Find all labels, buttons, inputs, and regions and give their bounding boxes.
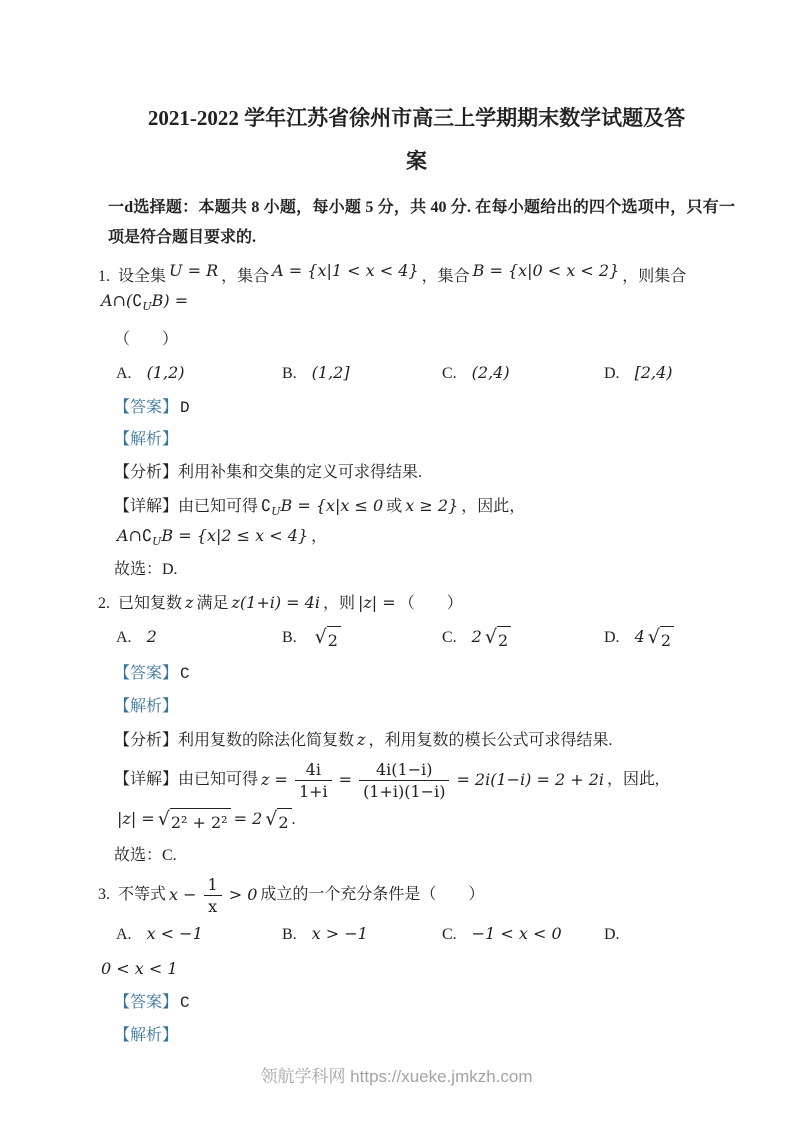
- q2-text-1: 已知复数: [118, 594, 183, 612]
- q1-xj-text-1: 由已知可得: [178, 498, 259, 516]
- option-value: x < −1: [146, 924, 203, 944]
- question-3: [98, 875, 735, 1051]
- fenxi-label: 【分析】: [114, 732, 179, 749]
- question-2-answer-line: [98, 660, 735, 689]
- q2-math-modulus: |z| =: [357, 592, 396, 612]
- watermark-footer: 领航学科网 https://xueke.jmkzh.com: [260, 1067, 533, 1086]
- q3-text-1: 不等式: [118, 886, 167, 904]
- denominator: x: [204, 895, 222, 916]
- intersection-complement: A∩∁: [117, 526, 153, 546]
- radical-sign: √: [484, 625, 497, 648]
- question-1-options: [98, 359, 735, 389]
- q3-text-2: 成立的一个充分条件是（ ）: [260, 886, 485, 904]
- question-1-fenxi-line: [98, 459, 735, 488]
- question-1-jiexi-line: [98, 426, 735, 455]
- q1-math-set-b: B = {x|0 < x < 2}: [472, 261, 620, 281]
- question-1-option-a: [116, 359, 282, 389]
- question-2-options: [98, 623, 735, 656]
- q2-text-3: ，则: [322, 594, 355, 612]
- radicand: 2: [327, 626, 341, 656]
- fenxi-label: 【分析】: [114, 464, 179, 482]
- q2-xj-math-result: = 2i(1−i) = 2 + 2i: [456, 770, 605, 790]
- section-instructions: 一d选择题：本题共 8 小题，每小题 5 分，共 40 分. 在每小题给出的四个选项中，只有一项是符合题目要求的.: [108, 199, 735, 246]
- question-2-xiangjie-line: [98, 760, 735, 801]
- sqrt-expression: [315, 626, 341, 656]
- q1-xj-text-4: ，: [311, 528, 328, 546]
- radical-sign: √: [647, 625, 660, 648]
- q2-paren: （ ）: [398, 594, 463, 612]
- title-line-1: 2021-2022 学年江苏省徐州市高三上学期期末数学试题及答: [147, 106, 686, 130]
- sqrt-expression: [265, 808, 291, 838]
- xiangjie-label: 【详解】: [114, 498, 179, 516]
- question-3-options: [98, 920, 735, 950]
- equals-sign: =: [338, 770, 353, 790]
- option-value: x > −1: [311, 924, 368, 944]
- question-2-option-d: [604, 623, 735, 656]
- jiexi-label: 【解析】: [114, 1026, 179, 1044]
- fraction-1: [295, 760, 332, 801]
- question-3-number: 3.: [98, 886, 110, 904]
- question-3-option-d: [604, 920, 735, 950]
- q1-text-3: ，集合: [421, 268, 470, 286]
- question-3-answer-line: [98, 989, 735, 1018]
- option-value: (2,4): [471, 362, 510, 382]
- q1-text-4: ，则集合: [622, 268, 687, 286]
- question-3-option-d-value: [98, 955, 735, 985]
- option-label: C.: [442, 926, 457, 944]
- question-1-answer-line: [98, 394, 735, 423]
- q2-xj-math-z-eq: z =: [261, 770, 288, 790]
- q1-xj-text-3: ，因此，: [461, 498, 526, 516]
- question-1-number: 1.: [98, 268, 110, 286]
- question-2-conclusion: 故选：C.: [114, 846, 177, 864]
- option-value: −1 < x < 0: [471, 924, 562, 944]
- option-label: B.: [282, 628, 297, 646]
- radicand: 2: [497, 626, 511, 656]
- question-1-option-c: [442, 359, 604, 389]
- option-label: A.: [116, 364, 132, 382]
- sqrt-expression: [648, 626, 674, 656]
- fenxi-text: 利用补集和交集的定义可求得结果.: [178, 464, 423, 482]
- q1-xj-math-2: x ≥ 2}: [405, 496, 459, 516]
- q1-math-complement-open: A∩(∁: [101, 291, 143, 311]
- option-label: B.: [282, 926, 297, 944]
- option-label: B.: [282, 364, 297, 382]
- option-label: C.: [442, 628, 457, 646]
- q1-xj-text-2: 或: [386, 498, 403, 516]
- option-label: D.: [604, 628, 620, 646]
- modulus-lhs: |z| =: [117, 809, 155, 829]
- answer-label: 【答案】: [114, 398, 179, 416]
- question-1-paren: （ ）: [114, 331, 179, 349]
- title-line-2: 案: [406, 149, 427, 174]
- question-2-option-b: [282, 623, 442, 656]
- q1-text-2: ，集合: [221, 268, 270, 286]
- question-3-option-c: [442, 920, 604, 950]
- radicand: 2: [277, 808, 291, 838]
- answer-letter: C: [180, 993, 190, 1012]
- question-3-option-a: [116, 920, 282, 950]
- q3-math-gt-zero: > 0: [228, 885, 258, 905]
- radical-sign: √: [265, 808, 278, 831]
- jiexi-label: 【解析】: [114, 698, 179, 716]
- q1-math-complement-close: B) =: [151, 291, 189, 311]
- q2-math-equation: z(1+i) = 4i: [231, 592, 320, 612]
- option-label: D.: [604, 364, 620, 382]
- sqrt-expression: [158, 808, 231, 838]
- question-1-option-d: [604, 359, 735, 389]
- option-value: (1,2): [146, 362, 185, 382]
- q2-text-2: 满足: [196, 594, 229, 612]
- radical-sign: √: [314, 625, 327, 648]
- question-1-stem: [98, 258, 735, 322]
- question-2: [98, 589, 735, 871]
- fenxi-text: 利用复数的除法化简复数: [178, 732, 355, 749]
- set-expression: B = {x|x ≤ 0: [280, 496, 384, 516]
- question-2-number: 2.: [98, 594, 110, 612]
- jiexi-label: 【解析】: [114, 431, 179, 449]
- answer-label: 【答案】: [114, 665, 179, 683]
- option-value: 4: [634, 626, 645, 646]
- fraction: [204, 875, 222, 916]
- question-3-jiexi-line: [98, 1022, 735, 1051]
- q1-text-1: 设全集: [118, 268, 167, 286]
- option-label: A.: [116, 926, 132, 944]
- fenxi-math-z: z: [357, 730, 366, 749]
- q1-math-intersection: [101, 287, 188, 317]
- radicand: 2² + 2²: [170, 808, 231, 838]
- question-2-option-a: [116, 623, 282, 653]
- answer-letter: C: [180, 665, 190, 684]
- question-2-modulus-line: [98, 805, 735, 838]
- question-2-jiexi-line: [98, 693, 735, 722]
- page-title: [98, 97, 735, 183]
- option-value: (1,2]: [311, 362, 350, 382]
- complement-subscript: U: [271, 505, 281, 519]
- q1-xj-math-1: [261, 496, 384, 519]
- period: .: [291, 811, 296, 829]
- sqrt-expression: [485, 626, 511, 656]
- question-1-conclusion: 故选：D.: [114, 561, 178, 579]
- q2-xj-text-2: ，因此,: [607, 771, 660, 789]
- q2-xj-text-1: 由已知可得: [178, 771, 259, 789]
- numerator: 4i(1−i): [376, 759, 433, 779]
- q1-math-set-a: A = {x|1 < x < 4}: [272, 261, 419, 281]
- xiangjie-label: 【详解】: [114, 771, 179, 789]
- option-value: 2: [146, 626, 157, 646]
- answer-label: 【答案】: [114, 993, 179, 1011]
- radical-sign: √: [157, 808, 170, 831]
- modulus-equals: = 2: [233, 809, 263, 829]
- option-d-overflow-value: 0 < x < 1: [101, 958, 178, 978]
- question-2-stem: [98, 589, 735, 619]
- q1-complement-subscript: U: [142, 300, 152, 314]
- q1-xj-math-3: [117, 526, 309, 549]
- numerator: 1: [207, 874, 218, 894]
- question-1-xiangjie-line: [98, 492, 735, 552]
- question-3-stem: [98, 875, 735, 916]
- denominator: 1+i: [295, 780, 332, 801]
- complement-symbol: ∁: [261, 496, 272, 516]
- radicand: 2: [660, 626, 674, 656]
- question-2-option-c: [442, 623, 604, 656]
- set-expression: B = {x|2 ≤ x < 4}: [161, 526, 309, 546]
- option-label: A.: [116, 628, 132, 646]
- q1-math-universe: U = R: [169, 261, 219, 281]
- denominator: (1+i)(1−i): [359, 780, 449, 801]
- answer-letter: D: [180, 398, 190, 417]
- option-label: C.: [442, 364, 457, 382]
- q2-math-z: z: [185, 592, 194, 612]
- fraction-2: [359, 760, 449, 801]
- option-label: D.: [604, 926, 620, 944]
- q3-math-x-minus: x −: [169, 885, 197, 905]
- option-value: [2,4): [634, 362, 673, 382]
- option-value: 2: [471, 626, 482, 646]
- question-2-fenxi-line: [98, 726, 735, 756]
- question-1-option-b: [282, 359, 442, 389]
- numerator: 4i: [305, 759, 321, 779]
- question-1: [98, 258, 735, 585]
- complement-subscript: U: [152, 535, 162, 549]
- fenxi-text: ，利用复数的模长公式可求得结果.: [368, 732, 613, 749]
- question-3-option-b: [282, 920, 442, 950]
